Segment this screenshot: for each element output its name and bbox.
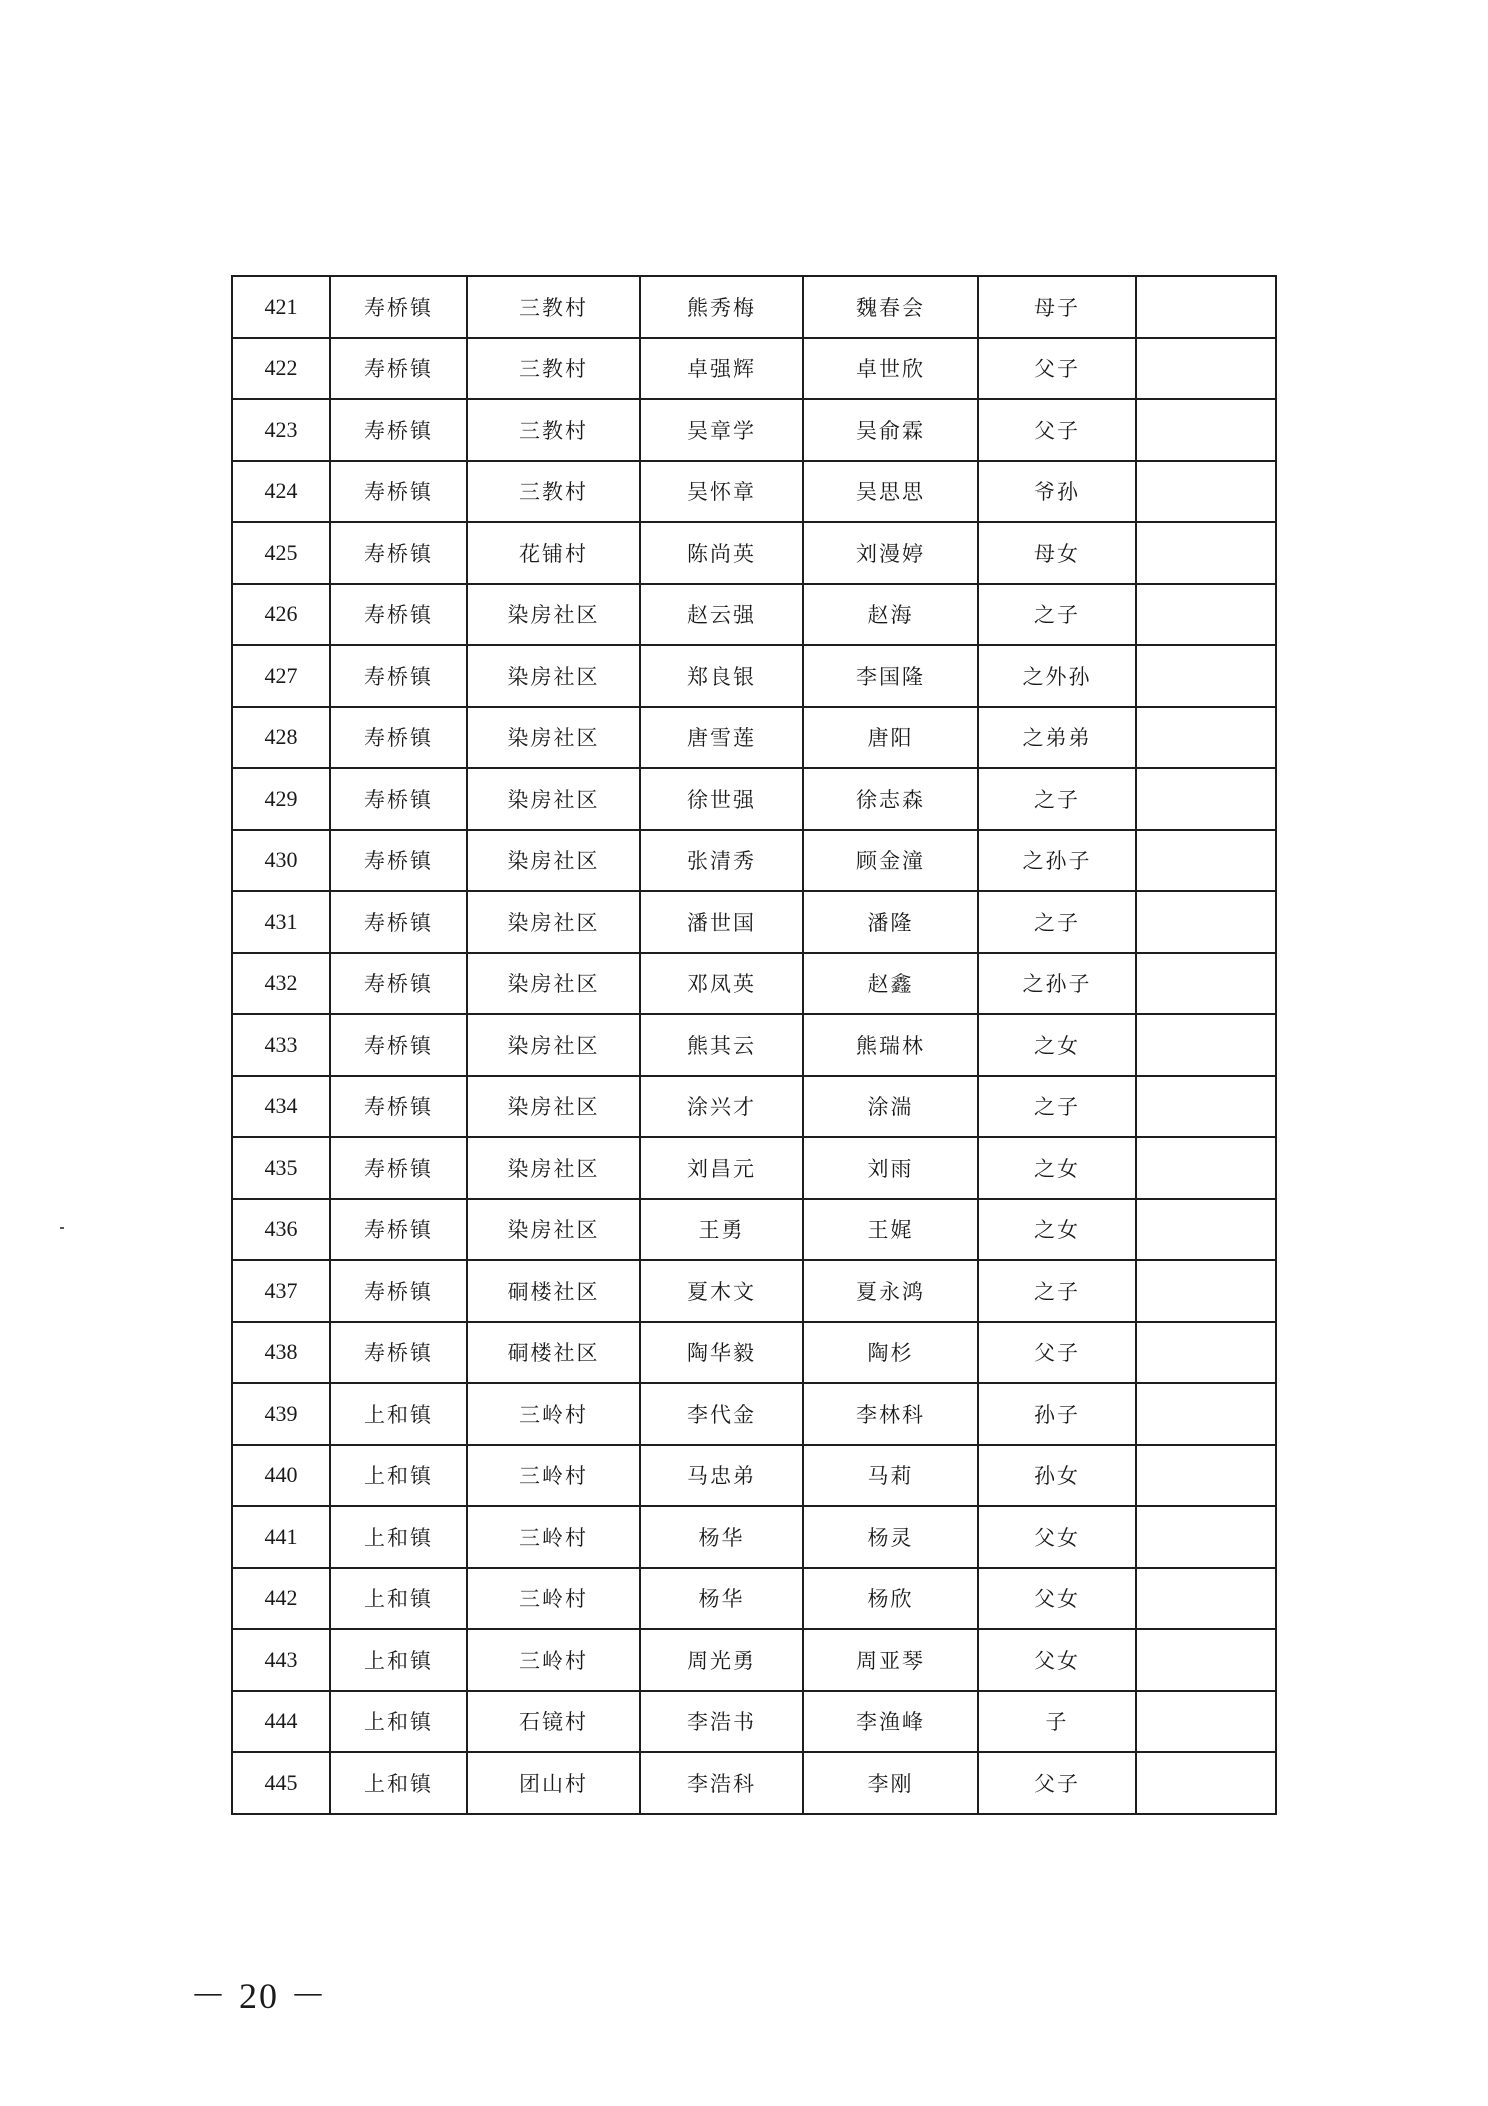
- cell-town: 寿桥镇: [330, 1076, 467, 1138]
- table-row: [232, 276, 1276, 338]
- cell-village: 三教村: [467, 399, 640, 461]
- cell-relation: 父女: [978, 1506, 1136, 1568]
- cell-relative-name: 李林科: [803, 1383, 978, 1445]
- cell-relation: 父子: [978, 338, 1136, 400]
- cell-number: 425: [232, 522, 330, 584]
- cell-name: 夏木文: [640, 1260, 803, 1322]
- cell-remark: [1136, 276, 1276, 338]
- table-row: [232, 1629, 1276, 1691]
- table-row: [232, 953, 1276, 1015]
- cell-name: 赵云强: [640, 584, 803, 646]
- cell-relative-name: 李刚: [803, 1752, 978, 1814]
- table-row: [232, 1691, 1276, 1753]
- cell-relative-name: 杨欣: [803, 1568, 978, 1630]
- cell-name: 陈尚英: [640, 522, 803, 584]
- cell-relative-name: 唐阳: [803, 707, 978, 769]
- table-row: [232, 1568, 1276, 1630]
- cell-number: 424: [232, 461, 330, 523]
- cell-village: 染房社区: [467, 584, 640, 646]
- cell-relative-name: 陶杉: [803, 1322, 978, 1384]
- cell-town: 寿桥镇: [330, 338, 467, 400]
- cell-number: 426: [232, 584, 330, 646]
- cell-village: 染房社区: [467, 707, 640, 769]
- cell-number: 435: [232, 1137, 330, 1199]
- cell-number: 439: [232, 1383, 330, 1445]
- cell-village: 染房社区: [467, 830, 640, 892]
- scan-speck: [60, 1227, 64, 1229]
- cell-number: 430: [232, 830, 330, 892]
- table-row: [232, 1322, 1276, 1384]
- cell-village: 三教村: [467, 276, 640, 338]
- cell-relative-name: 潘隆: [803, 891, 978, 953]
- cell-town: 寿桥镇: [330, 1199, 467, 1261]
- cell-remark: [1136, 1322, 1276, 1384]
- page-number: － 20 －: [190, 1976, 329, 2016]
- table-row: [232, 1260, 1276, 1322]
- cell-relative-name: 周亚琴: [803, 1629, 978, 1691]
- cell-number: 445: [232, 1752, 330, 1814]
- cell-number: 440: [232, 1445, 330, 1507]
- cell-name: 杨华: [640, 1568, 803, 1630]
- cell-village: 花铺村: [467, 522, 640, 584]
- cell-remark: [1136, 830, 1276, 892]
- cell-number: 438: [232, 1322, 330, 1384]
- cell-relative-name: 李国隆: [803, 645, 978, 707]
- cell-remark: [1136, 399, 1276, 461]
- cell-relation: 父子: [978, 399, 1136, 461]
- cell-relative-name: 杨灵: [803, 1506, 978, 1568]
- cell-relative-name: 李渔峰: [803, 1691, 978, 1753]
- cell-relative-name: 熊瑞林: [803, 1014, 978, 1076]
- cell-village: 染房社区: [467, 1199, 640, 1261]
- cell-relation: 之孙子: [978, 953, 1136, 1015]
- cell-name: 李浩书: [640, 1691, 803, 1753]
- cell-village: 三教村: [467, 461, 640, 523]
- cell-town: 上和镇: [330, 1383, 467, 1445]
- table-row: [232, 584, 1276, 646]
- cell-relative-name: 顾金潼: [803, 830, 978, 892]
- cell-relation: 之弟弟: [978, 707, 1136, 769]
- cell-relation: 之女: [978, 1199, 1136, 1261]
- cell-remark: [1136, 768, 1276, 830]
- cell-name: 邓凤英: [640, 953, 803, 1015]
- cell-remark: [1136, 953, 1276, 1015]
- cell-town: 上和镇: [330, 1445, 467, 1507]
- cell-number: 429: [232, 768, 330, 830]
- cell-remark: [1136, 1568, 1276, 1630]
- cell-remark: [1136, 1076, 1276, 1138]
- cell-relation: 父子: [978, 1752, 1136, 1814]
- cell-remark: [1136, 461, 1276, 523]
- cell-remark: [1136, 1199, 1276, 1261]
- cell-relation: 之子: [978, 584, 1136, 646]
- cell-town: 寿桥镇: [330, 399, 467, 461]
- cell-name: 刘昌元: [640, 1137, 803, 1199]
- cell-relation: 子: [978, 1691, 1136, 1753]
- cell-remark: [1136, 1506, 1276, 1568]
- cell-relative-name: 吴俞霖: [803, 399, 978, 461]
- table-row: [232, 1506, 1276, 1568]
- cell-town: 寿桥镇: [330, 461, 467, 523]
- cell-relation: 之女: [978, 1137, 1136, 1199]
- table-row: [232, 338, 1276, 400]
- cell-relation: 父女: [978, 1629, 1136, 1691]
- cell-name: 卓强辉: [640, 338, 803, 400]
- cell-village: 三岭村: [467, 1506, 640, 1568]
- cell-remark: [1136, 338, 1276, 400]
- cell-village: 染房社区: [467, 953, 640, 1015]
- cell-name: 吴章学: [640, 399, 803, 461]
- cell-remark: [1136, 891, 1276, 953]
- cell-name: 马忠弟: [640, 1445, 803, 1507]
- cell-village: 三岭村: [467, 1568, 640, 1630]
- cell-name: 王勇: [640, 1199, 803, 1261]
- table-row: [232, 707, 1276, 769]
- cell-town: 上和镇: [330, 1506, 467, 1568]
- cell-number: 441: [232, 1506, 330, 1568]
- cell-name: 熊其云: [640, 1014, 803, 1076]
- table-row: [232, 399, 1276, 461]
- cell-name: 李浩科: [640, 1752, 803, 1814]
- cell-number: 428: [232, 707, 330, 769]
- cell-number: 422: [232, 338, 330, 400]
- cell-town: 上和镇: [330, 1629, 467, 1691]
- cell-village: 三岭村: [467, 1383, 640, 1445]
- cell-remark: [1136, 522, 1276, 584]
- table-row: [232, 1199, 1276, 1261]
- cell-town: 寿桥镇: [330, 891, 467, 953]
- cell-village: 染房社区: [467, 768, 640, 830]
- cell-relation: 之孙子: [978, 830, 1136, 892]
- cell-number: 433: [232, 1014, 330, 1076]
- cell-village: 三教村: [467, 338, 640, 400]
- cell-remark: [1136, 584, 1276, 646]
- cell-remark: [1136, 645, 1276, 707]
- cell-relative-name: 赵海: [803, 584, 978, 646]
- cell-relation: 父子: [978, 1322, 1136, 1384]
- table-row: [232, 645, 1276, 707]
- cell-number: 443: [232, 1629, 330, 1691]
- cell-relative-name: 赵鑫: [803, 953, 978, 1015]
- cell-relation: 之外孙: [978, 645, 1136, 707]
- cell-name: 熊秀梅: [640, 276, 803, 338]
- cell-relative-name: 卓世欣: [803, 338, 978, 400]
- cell-remark: [1136, 1137, 1276, 1199]
- table-row: [232, 461, 1276, 523]
- cell-village: 染房社区: [467, 1076, 640, 1138]
- cell-number: 432: [232, 953, 330, 1015]
- cell-town: 寿桥镇: [330, 1260, 467, 1322]
- cell-remark: [1136, 1629, 1276, 1691]
- cell-number: 437: [232, 1260, 330, 1322]
- cell-town: 寿桥镇: [330, 645, 467, 707]
- table-row: [232, 1383, 1276, 1445]
- cell-remark: [1136, 707, 1276, 769]
- cell-town: 寿桥镇: [330, 584, 467, 646]
- cell-village: 石镜村: [467, 1691, 640, 1753]
- cell-village: 硐楼社区: [467, 1260, 640, 1322]
- cell-number: 431: [232, 891, 330, 953]
- cell-name: 潘世国: [640, 891, 803, 953]
- cell-village: 染房社区: [467, 645, 640, 707]
- cell-relative-name: 徐志森: [803, 768, 978, 830]
- cell-name: 张清秀: [640, 830, 803, 892]
- cell-relative-name: 夏永鸿: [803, 1260, 978, 1322]
- cell-name: 涂兴才: [640, 1076, 803, 1138]
- cell-name: 吴怀章: [640, 461, 803, 523]
- table-row: [232, 1445, 1276, 1507]
- table-row: [232, 1014, 1276, 1076]
- cell-relation: 父女: [978, 1568, 1136, 1630]
- cell-relation: 之子: [978, 1076, 1136, 1138]
- cell-town: 寿桥镇: [330, 522, 467, 584]
- cell-number: 421: [232, 276, 330, 338]
- cell-name: 陶华毅: [640, 1322, 803, 1384]
- cell-village: 团山村: [467, 1752, 640, 1814]
- cell-town: 寿桥镇: [330, 1014, 467, 1076]
- cell-village: 硐楼社区: [467, 1322, 640, 1384]
- cell-relation: 孙子: [978, 1383, 1136, 1445]
- table-row: [232, 1076, 1276, 1138]
- cell-relative-name: 吴思思: [803, 461, 978, 523]
- cell-name: 周光勇: [640, 1629, 803, 1691]
- cell-village: 三岭村: [467, 1629, 640, 1691]
- cell-relation: 之子: [978, 1260, 1136, 1322]
- cell-town: 寿桥镇: [330, 1322, 467, 1384]
- cell-relation: 母子: [978, 276, 1136, 338]
- cell-remark: [1136, 1014, 1276, 1076]
- cell-number: 444: [232, 1691, 330, 1753]
- table-row: [232, 830, 1276, 892]
- cell-relation: 之子: [978, 768, 1136, 830]
- table-row: [232, 768, 1276, 830]
- cell-name: 杨华: [640, 1506, 803, 1568]
- cell-number: 423: [232, 399, 330, 461]
- table-row: [232, 1137, 1276, 1199]
- cell-village: 染房社区: [467, 1137, 640, 1199]
- cell-town: 上和镇: [330, 1752, 467, 1814]
- cell-remark: [1136, 1383, 1276, 1445]
- cell-remark: [1136, 1752, 1276, 1814]
- table-row: [232, 1752, 1276, 1814]
- cell-relation: 之子: [978, 891, 1136, 953]
- cell-number: 427: [232, 645, 330, 707]
- cell-relative-name: 王娓: [803, 1199, 978, 1261]
- cell-village: 三岭村: [467, 1445, 640, 1507]
- cell-relative-name: 涂湍: [803, 1076, 978, 1138]
- table-row: [232, 522, 1276, 584]
- cell-village: 染房社区: [467, 1014, 640, 1076]
- cell-name: 徐世强: [640, 768, 803, 830]
- cell-relation: 之女: [978, 1014, 1136, 1076]
- cell-town: 上和镇: [330, 1568, 467, 1630]
- table-row: [232, 891, 1276, 953]
- cell-remark: [1136, 1691, 1276, 1753]
- cell-name: 李代金: [640, 1383, 803, 1445]
- cell-town: 寿桥镇: [330, 953, 467, 1015]
- cell-name: 唐雪莲: [640, 707, 803, 769]
- cell-remark: [1136, 1445, 1276, 1507]
- cell-town: 寿桥镇: [330, 1137, 467, 1199]
- cell-relative-name: 魏春会: [803, 276, 978, 338]
- cell-relation: 爷孙: [978, 461, 1136, 523]
- cell-relation: 母女: [978, 522, 1136, 584]
- cell-relative-name: 马莉: [803, 1445, 978, 1507]
- roster-body: [232, 276, 1276, 1814]
- cell-town: 寿桥镇: [330, 707, 467, 769]
- cell-number: 442: [232, 1568, 330, 1630]
- cell-number: 434: [232, 1076, 330, 1138]
- roster-table: [231, 275, 1277, 1815]
- cell-number: 436: [232, 1199, 330, 1261]
- cell-relative-name: 刘雨: [803, 1137, 978, 1199]
- cell-town: 寿桥镇: [330, 830, 467, 892]
- cell-relation: 孙女: [978, 1445, 1136, 1507]
- cell-village: 染房社区: [467, 891, 640, 953]
- cell-remark: [1136, 1260, 1276, 1322]
- cell-town: 上和镇: [330, 1691, 467, 1753]
- cell-town: 寿桥镇: [330, 276, 467, 338]
- cell-town: 寿桥镇: [330, 768, 467, 830]
- cell-name: 郑良银: [640, 645, 803, 707]
- cell-relative-name: 刘漫婷: [803, 522, 978, 584]
